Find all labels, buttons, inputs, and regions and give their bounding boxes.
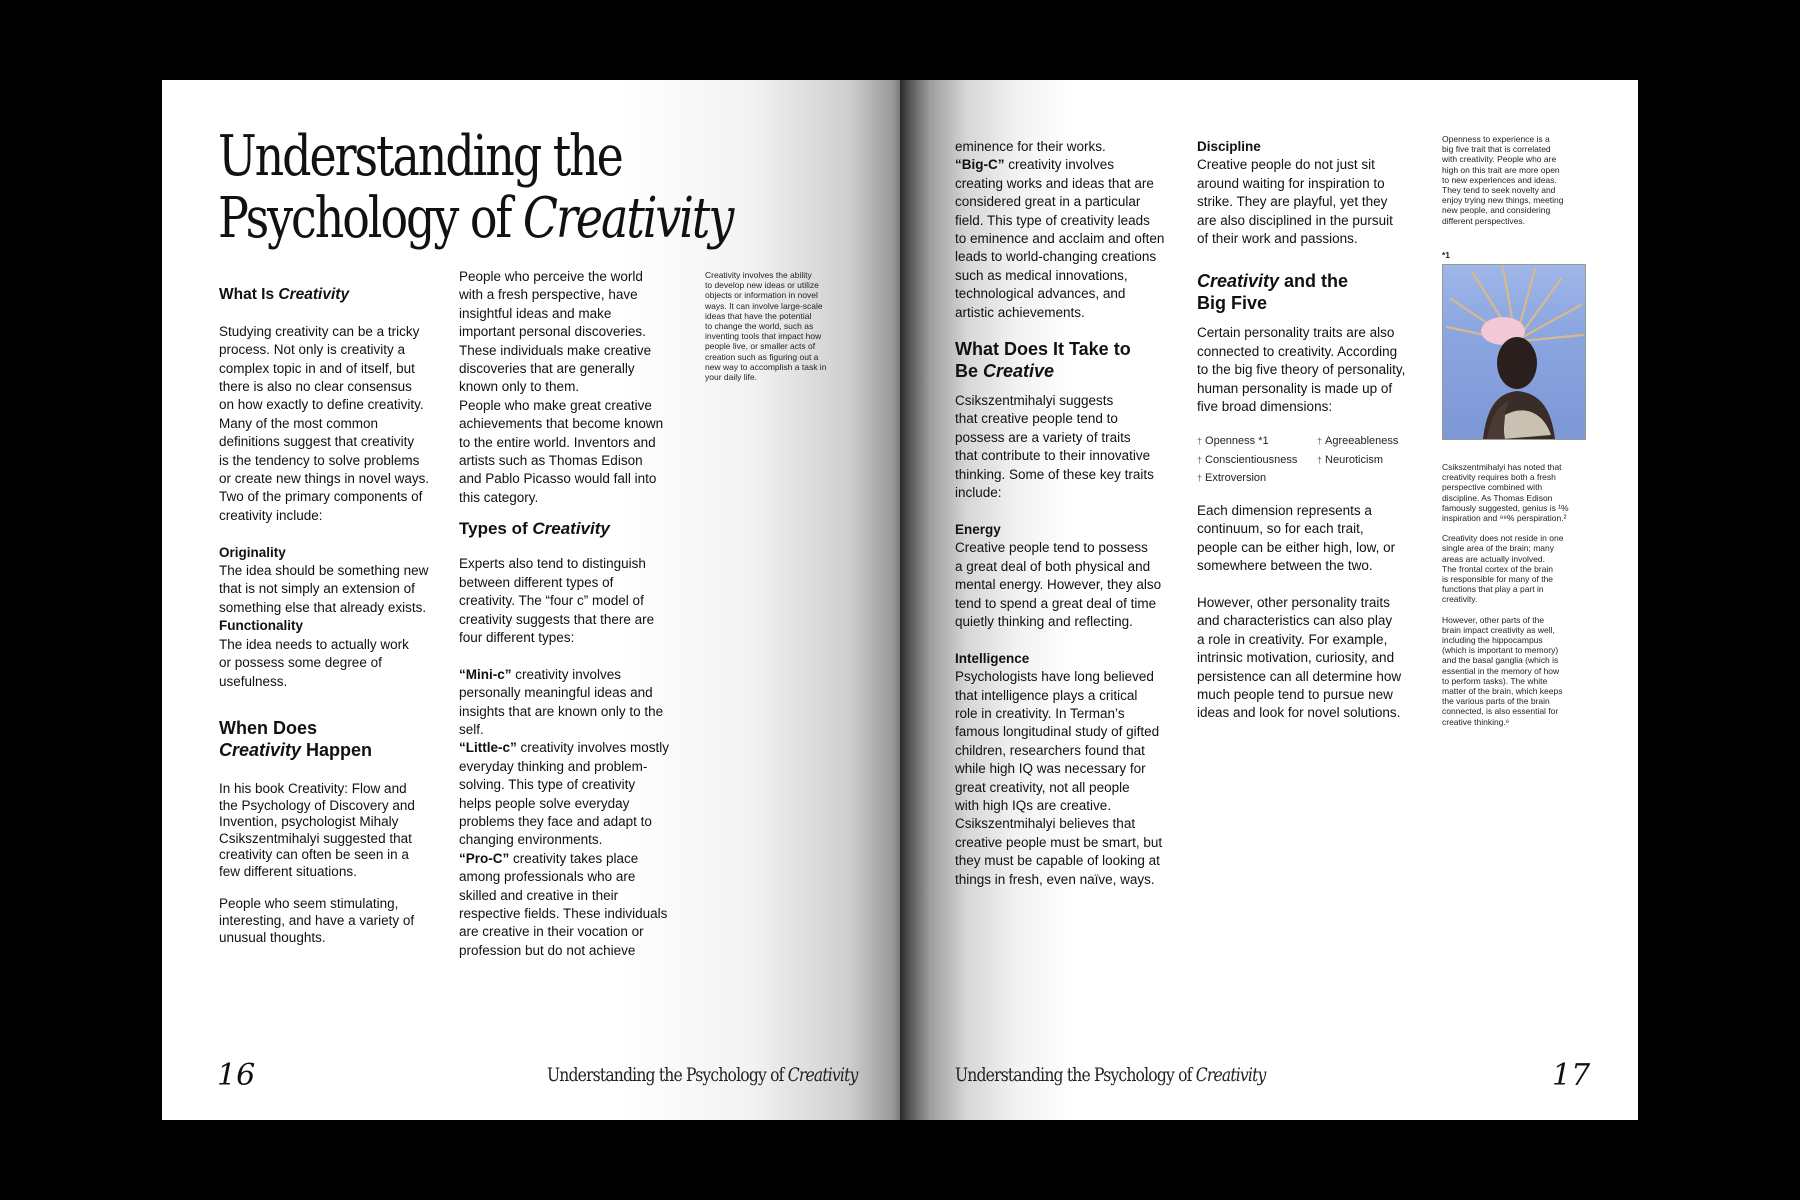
left-sidenote (705, 270, 855, 382)
heading-functionality: Functionality (219, 618, 303, 634)
great-paragraph (459, 397, 691, 507)
text-line: somewhere between the two. (1197, 558, 1373, 574)
text-line: (which is important to memory) (1442, 645, 1559, 656)
intelligence-paragraph (955, 668, 1185, 889)
intro-paragraph (219, 323, 441, 525)
text-line: definitions suggest that creativity (219, 434, 415, 450)
dagger-icon: † (1317, 436, 1323, 447)
text-line: is responsible for many of the (1442, 574, 1554, 585)
text-line: including the hippocampus (1442, 635, 1543, 646)
heading-originality: Originality (219, 544, 286, 560)
heading-what-does-it-take: What Does It Take to Be Creative (955, 339, 1131, 382)
text-line: creating works and ideas that are (955, 175, 1154, 191)
mini-c-paragraph: “Mini-c” creativity involves personally meaningful ideas and insights that are known only to the self. (459, 666, 664, 737)
text-line: Creative people tend to possess (955, 540, 1148, 556)
text-line: intrinsic motivation, curiosity, and (1197, 650, 1395, 666)
right-column-1 (955, 138, 1185, 889)
text-line: and the basal ganglia (which is (1442, 655, 1559, 666)
text-line: they must be capable of looking at (955, 853, 1160, 869)
sidebar-edison-note (1442, 462, 1590, 523)
heading-discipline: Discipline (1197, 139, 1261, 154)
text-line: The idea needs to actually work (219, 636, 409, 652)
page-title (218, 126, 732, 250)
csikszentmihalyi-paragraph (955, 392, 1185, 502)
text-line: self. (459, 721, 484, 737)
text-line: include: (955, 485, 1002, 501)
text-line: that creative people tend to (955, 411, 1118, 427)
text-line: to the entire world. Inventors and (459, 434, 656, 450)
text-line: there is also no clear consensus (219, 379, 412, 395)
text-line: technological advances, and (955, 286, 1126, 302)
text-line: and characteristics can also play (1197, 613, 1393, 629)
book-paragraph (219, 781, 441, 881)
text-line: artists such as Thomas Edison (459, 453, 643, 469)
pro-c-paragraph: “Pro-C” creativity takes place among professionals who are skilled and creative in their respective fields. These individuals are creative in their vocation or profession but do not achieve (459, 850, 668, 958)
text-line: creativity. The “four c” model of (459, 593, 644, 609)
text-line: Two of the primary components of (219, 489, 423, 505)
text-line: inspiration and ⁹⁹% perspiration.² (1442, 513, 1567, 524)
left-column-1 (219, 286, 441, 946)
traits-column-right (1317, 432, 1398, 488)
text-line: and Pablo Picasso would fall into (459, 471, 657, 487)
text-line: important personal discoveries. (459, 324, 646, 340)
text-line: insights that are known only to the (459, 703, 664, 719)
text-line: with creativity. People who are (1442, 154, 1557, 165)
text-line: something else that already exists. (219, 599, 427, 615)
text-line: Studying creativity can be a tricky (219, 323, 420, 339)
text-line: of their work and passions. (1197, 231, 1358, 247)
discipline-paragraph (1197, 156, 1437, 248)
left-column-2 (459, 268, 691, 960)
text-line: enjoy trying new things, meeting (1442, 195, 1564, 206)
originality-paragraph (219, 562, 441, 617)
big-five-trait-list (1197, 432, 1437, 488)
text-line: people can be either high, low, or (1197, 539, 1396, 555)
trait-item: † Openness *1 (1197, 435, 1269, 448)
text-line: with a fresh perspective, have (459, 287, 638, 303)
text-line: process. Not only is creativity a (219, 342, 406, 358)
text-line: to new experiences and ideas. (1442, 174, 1557, 185)
text-line: much people tend to pursue new (1197, 687, 1393, 703)
text-line: ideas that have the potential (705, 310, 812, 321)
text-line: areas are actually involved. (1442, 553, 1546, 564)
experts-paragraph (459, 555, 691, 647)
heading-types-of-creativity: Types of Creativity (459, 519, 610, 539)
text-line: However, other parts of the (1442, 614, 1545, 625)
sidebar-notes (1442, 462, 1590, 727)
text-line: Creativity involves the ability (705, 270, 812, 280)
text-line: human personality is made up of (1197, 380, 1393, 396)
text-line: Csikszentmihalyi suggested that (219, 830, 412, 846)
text-line: around waiting for inspiration to (1197, 175, 1385, 191)
text-line: creation such as figuring out a (705, 351, 819, 362)
sidebar-brain-parts-note (1442, 615, 1590, 727)
text-line: inventing tools that impact how (705, 331, 822, 342)
text-line: helps people solve everyday (459, 795, 630, 811)
portrait-illustration (1443, 265, 1585, 439)
text-line: solving. This type of creativity (459, 777, 636, 793)
page-number-left: 16 (217, 1058, 256, 1093)
dagger-icon: † (1197, 473, 1203, 484)
text-line: Experts also tend to distinguish (459, 556, 646, 572)
trait-item: † Conscientiousness (1197, 453, 1298, 466)
text-line: role in creativity. In Terman’s (955, 705, 1125, 721)
text-line: tend to spend a great deal of time (955, 595, 1157, 611)
text-line: matter of the brain, which keeps (1442, 686, 1563, 697)
text-line: is the tendency to solve problems (219, 452, 420, 468)
text-line: that intelligence plays a critical (955, 687, 1138, 703)
text-line: possess are a variety of traits (955, 429, 1131, 445)
text-line: different perspectives. (1442, 215, 1525, 226)
heading-when-does-creativity-happen: When Does Creativity Happen (219, 717, 373, 760)
text-line: a role in creativity. For example, (1197, 631, 1388, 647)
text-line: These individuals make creative (459, 342, 652, 358)
text-line: People who seem stimulating, (219, 896, 399, 912)
text-line: problems they face and adapt to (459, 813, 652, 829)
text-line: great creativity, not all people (955, 779, 1130, 795)
heading-energy: Energy (955, 521, 1001, 537)
text-line: Creative people do not just sit (1197, 157, 1375, 173)
traits-column-left (1197, 432, 1317, 488)
text-line: the Psychology of Discovery and (219, 797, 415, 813)
text-line: connected to creativity. According (1197, 343, 1398, 359)
heading-what-is-creativity: What Is Creativity (219, 286, 350, 303)
text-line: people live, or smaller acts of (705, 341, 816, 352)
text-line: to perform tasks). The white (1442, 675, 1548, 686)
text-line: Psychologists have long believed (955, 669, 1154, 685)
trait-item: † Neuroticism (1317, 453, 1384, 466)
text-line: to eminence and acclaim and often (955, 231, 1165, 247)
text-line: known only to them. (459, 379, 580, 395)
text-line: while high IQ was necessary for (955, 761, 1146, 777)
each-dimension-paragraph (1197, 502, 1437, 576)
perceive-paragraph (459, 268, 691, 397)
left-page (162, 80, 900, 1120)
sidebar-openness-note (1442, 134, 1590, 226)
title-line-1: Understanding the (218, 124, 622, 189)
text-line: insightful ideas and make (459, 305, 612, 321)
text-line: However, other personality traits (1197, 594, 1390, 610)
text-line: that is not simply an extension of (219, 581, 415, 597)
big-c-paragraph: “Big-C” creativity involves creating works and ideas that are considered great in a particular field. This type of creativity leads to eminence and acclaim and often leads to world-changing creations such as medical innovations, technological advances, and artistic achievements. (955, 157, 1165, 320)
text-line: big five trait that is correlated (1442, 144, 1551, 155)
text-line: with high IQs are creative. (955, 797, 1112, 813)
text-line: or create new things in novel ways. (219, 471, 430, 487)
text-line: usefulness. (219, 673, 288, 689)
sidebar-brain-note (1442, 533, 1590, 604)
text-line: Many of the most common (219, 415, 379, 431)
text-line: the various parts of the brain (1442, 696, 1550, 707)
text-line: famously suggested, genius is ¹% (1442, 502, 1569, 513)
title-line-2: Psychology of Creativity (218, 186, 733, 251)
text-line: People who perceive the world (459, 269, 643, 284)
text-line: between different types of (459, 574, 614, 590)
text-line: In his book Creativity: Flow and (219, 780, 407, 796)
text-line: Each dimension represents a (1197, 502, 1372, 518)
text-line: The idea should be something new (219, 563, 429, 579)
text-line: single area of the brain; many (1442, 543, 1554, 554)
text-line: Csikszentmihalyi suggests (955, 393, 1114, 409)
text-line: famous longitudinal study of gifted (955, 724, 1160, 740)
text-line: leads to world-changing creations (955, 249, 1157, 265)
right-column-2 (1197, 138, 1437, 723)
text-line: interesting, and have a variety of (219, 913, 415, 929)
text-line: that contribute to their innovative (955, 448, 1151, 464)
text-line: complex topic in and of itself, but (219, 360, 415, 376)
text-line: quietly thinking and reflecting. (955, 613, 1133, 629)
text-line: to change the world, such as (705, 321, 814, 332)
text-line: new people, and considering (1442, 205, 1551, 216)
certain-traits-paragraph (1197, 324, 1437, 416)
page-number-right: 17 (1552, 1058, 1591, 1093)
text-line: Csikszentmihalyi believes that (955, 816, 1136, 832)
trait-item: † Extroversion (1197, 472, 1267, 485)
heading-intelligence: Intelligence (955, 650, 1030, 666)
text-line: personally meaningful ideas and (459, 685, 653, 701)
text-line: continuum, so for each trait, (1197, 521, 1364, 537)
text-line: strike. They are playful, yet they (1197, 194, 1388, 210)
text-line: Creativity does not reside in one (1442, 533, 1564, 544)
text-line: creativity. (1442, 594, 1478, 605)
text-line: few different situations. (219, 863, 357, 879)
energy-paragraph (955, 539, 1185, 631)
text-line: ways. It can involve large-scale (705, 300, 823, 311)
text-line: creative people must be smart, but (955, 834, 1163, 850)
text-line: field. This type of creativity leads (955, 212, 1150, 228)
running-title-right: Understanding the Psychology of Creativity (955, 1064, 1266, 1086)
text-line: high on this trait are more open (1442, 164, 1560, 175)
text-line: creative thinking.⁶ (1442, 716, 1510, 727)
text-line: a great deal of both physical and (955, 558, 1151, 574)
text-line: The frontal cortex of the brain (1442, 563, 1554, 574)
dagger-icon: † (1197, 436, 1203, 447)
text-line: discoveries that are generally (459, 361, 635, 377)
text-line: persistence can all determine how (1197, 668, 1402, 684)
text-line: Certain personality traits are also (1197, 325, 1395, 341)
text-line: considered great in a particular (955, 194, 1141, 210)
text-line: profession but do not achieve (459, 942, 636, 958)
text-line: Csikszentmihalyi has noted that (1442, 462, 1562, 472)
text-line: children, researchers found that (955, 742, 1145, 758)
eminence-line: eminence for their works. (955, 139, 1106, 154)
functionality-paragraph (219, 636, 441, 691)
text-line: respective fields. These individuals (459, 905, 668, 921)
text-line: everyday thinking and problem- (459, 758, 648, 774)
text-line: connected, is also essential for (1442, 706, 1559, 717)
figure-label: *1 (1442, 250, 1451, 260)
text-line: this category. (459, 489, 539, 505)
text-line: artistic achievements. (955, 304, 1085, 320)
running-title-left: Understanding the Psychology of Creativity (547, 1064, 858, 1086)
trait-item: † Agreeableness (1317, 435, 1399, 448)
text-line: perspective combined with (1442, 482, 1543, 493)
text-line: changing environments. (459, 832, 603, 848)
text-line: brain impact creativity as well, (1442, 624, 1555, 635)
text-line: four different types: (459, 629, 575, 645)
little-c-paragraph: “Little-c” creativity involves mostly everyday thinking and problem- solving. This type of creativity helps people solve everyday problems they face and adapt to changing environments. (459, 740, 670, 848)
text-line: essential in the memory of how (1442, 665, 1560, 676)
text-line: discipline. As Thomas Edison (1442, 492, 1553, 503)
text-line: on how exactly to define creativity. (219, 397, 424, 413)
text-line: ideas and look for novel solutions. (1197, 705, 1401, 721)
text-line: mental energy. However, they also (955, 577, 1162, 593)
portrait-figure (1442, 264, 1586, 440)
dagger-icon: † (1197, 454, 1203, 465)
text-line: creativity suggests that there are (459, 611, 655, 627)
text-line: objects or information in novel (705, 290, 818, 301)
text-line: five broad dimensions: (1197, 399, 1333, 415)
text-line: creativity can often be seen in a (219, 847, 409, 863)
text-line: creativity include: (219, 507, 323, 523)
text-line: are creative in their vocation or (459, 924, 644, 940)
stimulating-paragraph (219, 896, 441, 946)
dagger-icon: † (1317, 454, 1323, 465)
text-line: to the big five theory of personality, (1197, 362, 1406, 378)
text-line: They tend to seek novelty and (1442, 185, 1556, 196)
text-line: Invention, psychologist Mihaly (219, 814, 399, 830)
text-line: unusual thoughts. (219, 929, 326, 945)
text-line: skilled and creative in their (459, 887, 619, 903)
text-line: to develop new ideas or utilize (705, 280, 819, 291)
text-line: among professionals who are (459, 869, 636, 885)
text-line: achievements that become known (459, 416, 664, 432)
text-line: are also disciplined in the pursuit (1197, 212, 1393, 228)
text-line: or possess some degree of (219, 655, 382, 671)
right-page (900, 80, 1638, 1120)
text-line: such as medical innovations, (955, 267, 1128, 283)
text-line: functions that play a part in (1442, 584, 1544, 595)
text-line: People who make great creative (459, 397, 652, 413)
heading-creativity-and-big-five: Creativity and the Big Five (1197, 271, 1349, 314)
text-line: thinking. Some of these key traits (955, 466, 1154, 482)
text-line: creativity requires both a fresh (1442, 472, 1556, 483)
text-line: Openness to experience is a (1442, 134, 1550, 144)
text-line: new way to accomplish a task in (705, 361, 827, 372)
text-line: things in fresh, even naïve, ways. (955, 871, 1155, 887)
however-paragraph (1197, 594, 1437, 723)
text-line: your daily life. (705, 372, 757, 383)
